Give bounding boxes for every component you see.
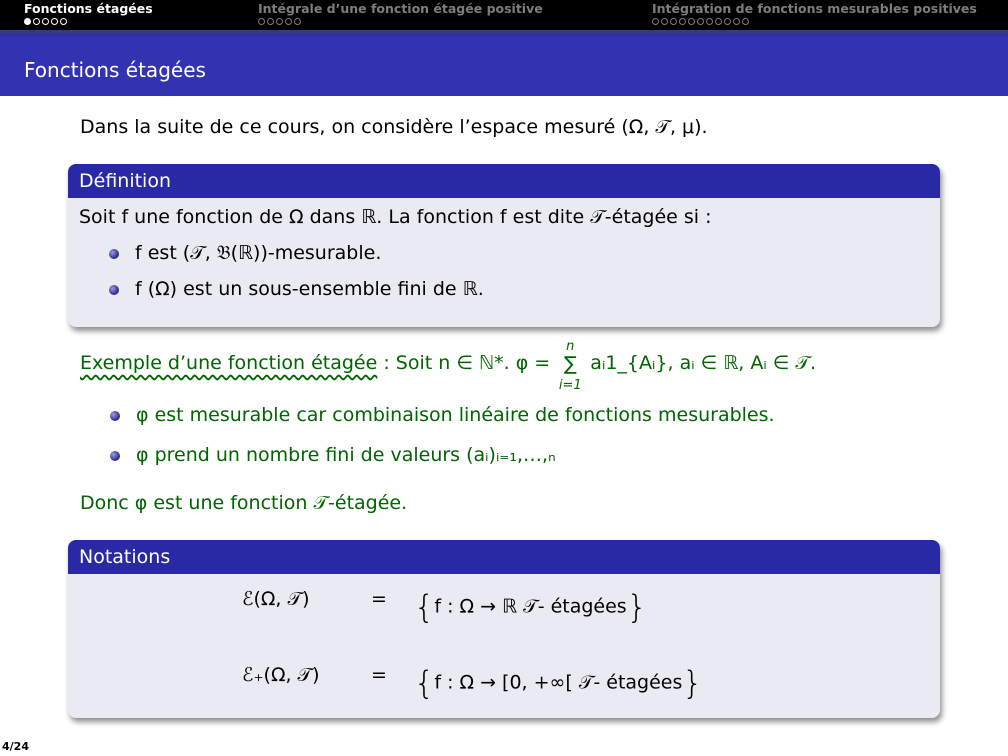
open-brace: { (414, 588, 435, 626)
nav-section-title[interactable]: Intégration de fonctions mesurables positives (652, 1, 977, 16)
sum-sign: ∑ (563, 352, 577, 375)
example-item (80, 404, 950, 426)
nav-dot[interactable] (33, 18, 40, 25)
nav-dot[interactable] (267, 18, 274, 25)
nav-section-fonctions-etagees[interactable] (24, 2, 153, 28)
close-brace: } (682, 664, 703, 702)
nav-progress-dots (24, 16, 153, 28)
example-item-text: φ est mesurable car combinaison linéaire de fonctions mesurables. (136, 404, 775, 426)
frame-title-bar (0, 36, 1008, 96)
nav-dot[interactable] (688, 18, 695, 25)
nav-dot[interactable] (742, 18, 749, 25)
example-line (80, 338, 816, 393)
definition-block (68, 164, 940, 327)
definition-item-text: f est (𝒯, 𝔅(ℝ))-mesurable. (135, 242, 382, 264)
example-item (80, 444, 950, 466)
example-formula-tail: aᵢ1_{Aᵢ}, aᵢ ∈ ℝ, Aᵢ ∈ 𝒯. (584, 352, 816, 374)
notations-title: Notations (68, 540, 940, 574)
open-brace: { (414, 664, 435, 702)
nav-section-title[interactable]: Intégrale d’une fonction étagée positive (258, 1, 543, 16)
definition-statement: Soit f une fonction de Ω dans ℝ. La fonction f est dite 𝒯-étagée si : (79, 206, 712, 228)
sum-symbol (556, 338, 584, 393)
nav-dot[interactable] (258, 18, 265, 25)
notation-set: f : Ω → ℝ 𝒯- étagées (434, 595, 627, 618)
nav-progress-dots (652, 16, 977, 28)
nav-dot[interactable] (51, 18, 58, 25)
notation-lhs: ℰ(Ω, 𝒯) (242, 588, 310, 610)
intro-text: Dans la suite de ce cours, on considère l’espace mesuré (Ω, 𝒯, μ). (80, 116, 708, 138)
nav-dot[interactable] (715, 18, 722, 25)
nav-dot[interactable] (697, 18, 704, 25)
notation-equals: = (371, 588, 387, 610)
nav-section-title[interactable]: Fonctions étagées (24, 1, 153, 16)
nav-dot[interactable] (42, 18, 49, 25)
definition-title: Définition (68, 164, 940, 198)
nav-dot[interactable] (670, 18, 677, 25)
nav-dot[interactable] (24, 18, 31, 25)
nav-dot[interactable] (294, 18, 301, 25)
nav-section-integration-mesurables[interactable] (652, 2, 977, 28)
nav-dot[interactable] (285, 18, 292, 25)
notations-body (68, 574, 940, 716)
sum-upper-bound: n (566, 338, 575, 354)
page-number: 4/24 (2, 740, 29, 753)
notations-block (68, 540, 940, 718)
nav-dot[interactable] (733, 18, 740, 25)
nav-section-integrale[interactable] (258, 2, 543, 28)
notation-rhs (414, 588, 647, 626)
close-brace: } (626, 588, 648, 626)
nav-dot[interactable] (661, 18, 668, 25)
nav-dot[interactable] (276, 18, 283, 25)
definition-body (68, 198, 940, 306)
notation-lhs: ℰ₊(Ω, 𝒯) (242, 664, 320, 686)
example-separator: : (377, 352, 390, 374)
sum-lower-bound: i=1 (558, 377, 582, 393)
example-item-text: φ prend un nombre fini de valeurs (aᵢ)ᵢ₌₁,…,ₙ (136, 444, 556, 466)
example-lead: Soit n ∈ ℕ*. φ = (389, 352, 557, 374)
frame-title: Fonctions étagées (24, 58, 206, 82)
notation-set: f : Ω → [0, +∞[ 𝒯- étagées (434, 671, 683, 694)
bullet-icon (109, 285, 119, 295)
notation-equals: = (371, 664, 387, 686)
example-title: Exemple d’une fonction étagée (80, 352, 378, 374)
section-navigation (0, 0, 1008, 30)
definition-item-text: f (Ω) est un sous-ensemble fini de ℝ. (135, 278, 484, 300)
nav-dot[interactable] (724, 18, 731, 25)
bullet-icon (110, 411, 120, 421)
nav-dot[interactable] (706, 18, 713, 25)
notation-rhs (414, 664, 703, 702)
definition-item (79, 242, 929, 264)
bullet-icon (110, 451, 120, 461)
nav-dot[interactable] (652, 18, 659, 25)
example-bullets (80, 404, 950, 484)
definition-item (79, 278, 929, 300)
nav-dot[interactable] (679, 18, 686, 25)
example-conclusion: Donc φ est une fonction 𝒯-étagée. (80, 492, 408, 514)
nav-dot[interactable] (60, 18, 67, 25)
bullet-icon (109, 249, 119, 259)
nav-progress-dots (258, 16, 543, 28)
